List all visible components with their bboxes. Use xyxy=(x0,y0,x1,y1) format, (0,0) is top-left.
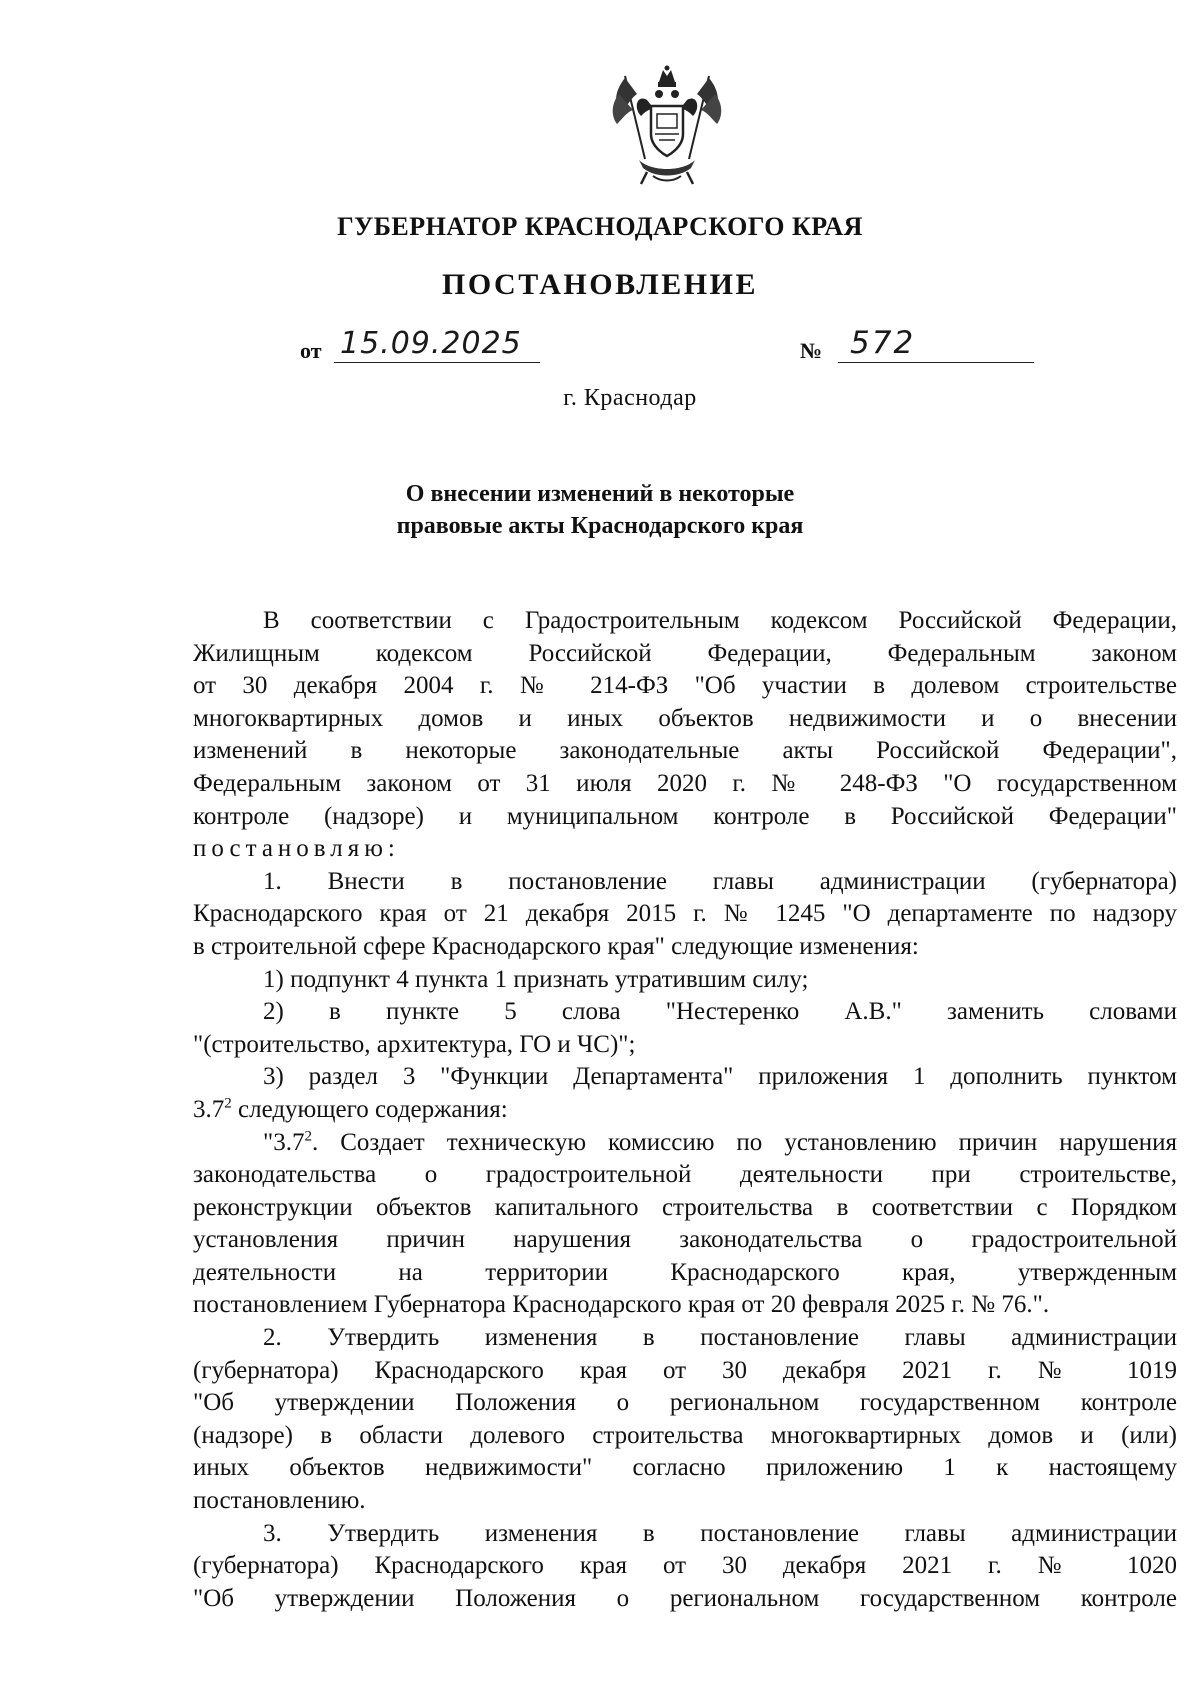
body-line: "(строительство, архитектура, ГО и ЧС)"; xyxy=(193,1030,636,1058)
document-type: ПОСТАНОВЛЕНИЕ xyxy=(442,268,758,301)
date-underline xyxy=(334,362,540,363)
body-line: (губернатора) Краснодарского края от 30 декабря 2021 г. № 1020 xyxy=(193,1552,1177,1580)
body-line: 3. Утвердить изменения в постановление главы администрации xyxy=(263,1519,1177,1547)
body-line: (надзоре) в области долевого строительства многоквартирных домов и (или) xyxy=(193,1421,1177,1449)
body-line: в строительной сфере Краснодарского края" следующие изменения: xyxy=(193,932,919,960)
body-text: . Создает техническую комиссию по установлению причин нарушения xyxy=(311,1128,1177,1156)
number-underline xyxy=(838,362,1034,363)
body-line: иных объектов недвижимости" согласно приложению 1 к настоящему xyxy=(193,1454,1177,1482)
clause-number: 3.7 xyxy=(193,1095,225,1123)
body-line xyxy=(193,1094,1177,1127)
body-line: контроле (надзоре) и муниципальном контроле в Российской Федерации" xyxy=(193,802,1177,830)
body-line: установления причин нарушения законодательства о градостроительной xyxy=(193,1226,1177,1254)
body-line: В соответствии с Градостроительным кодексом Российской Федерации, xyxy=(263,607,1177,634)
clause-number: "3.7 xyxy=(263,1128,305,1156)
body-line: деятельности на территории Краснодарского края, утвержденным xyxy=(193,1258,1177,1286)
superscript: 2 xyxy=(304,1128,312,1145)
number-label: № xyxy=(800,338,823,363)
superscript: 2 xyxy=(224,1095,232,1112)
body-line: Краснодарского края от 21 декабря 2015 г. № 1245 "О департаменте по надзору xyxy=(193,900,1177,928)
body-line: Федеральным законом от 31 июля 2020 г. № 248-ФЗ "О государственном xyxy=(193,769,1177,797)
body-line: 2. Утвердить изменения в постановление главы администрации xyxy=(263,1324,1177,1352)
body-line xyxy=(193,1127,1177,1160)
body-line: 3) раздел 3 "Функции Департамента" приложения 1 дополнить пунктом xyxy=(263,1063,1177,1091)
body-line: изменений в некоторые законодательные акты Российской Федерации", xyxy=(193,737,1177,765)
body-line: постановлением Губернатора Краснодарского края от 20 февраля 2025 г. № 76.". xyxy=(193,1291,1050,1319)
body-line: "Об утверждении Положения о региональном государственном контроле xyxy=(193,1584,1177,1612)
body-line: законодательства о градостроительной деятельности при строительстве, xyxy=(193,1161,1177,1189)
title-line: О внесении изменений в некоторые xyxy=(405,481,795,507)
decree-word: постановляю: xyxy=(193,835,400,863)
city: г. Краснодар xyxy=(563,385,697,411)
body-line: 1. Внести в постановление главы администрации (губернатора) xyxy=(263,867,1177,895)
document-body xyxy=(193,605,1177,1615)
body-line: (губернатора) Краснодарского края от 30 декабря 2021 г. № 1019 xyxy=(193,1356,1177,1384)
title-line: правовые акты Краснодарского края xyxy=(396,513,804,539)
body-line: "Об утверждении Положения о региональном государственном контроле xyxy=(193,1389,1177,1417)
document-date: 15.09.2025 xyxy=(340,326,522,361)
body-line: 1) подпункт 4 пункта 1 признать утратившим силу; xyxy=(263,965,809,993)
coat-of-arms-emblem xyxy=(607,64,727,189)
body-line: постановлению. xyxy=(193,1487,366,1515)
body-line: от 30 декабря 2004 г. № 214-ФЗ "Об участии в долевом строительстве xyxy=(193,672,1177,700)
body-line: реконструкции объектов капитального строительства в соответствии с Порядком xyxy=(193,1193,1177,1221)
document-title xyxy=(0,478,1200,542)
body-text: следующего содержания: xyxy=(231,1095,508,1123)
date-label: от xyxy=(300,338,322,363)
body-line: многоквартирных домов и иных объектов недвижимости и о внесении xyxy=(193,704,1177,732)
body-line: Жилищным кодексом Российской Федерации, Федеральным законом xyxy=(193,639,1177,667)
body-line: 2) в пункте 5 слова "Нестеренко А.В." заменить словами xyxy=(263,998,1177,1026)
document-number: 572 xyxy=(850,325,916,361)
issuing-authority: ГУБЕРНАТОР КРАСНОДАРСКОГО КРАЯ xyxy=(337,212,863,241)
